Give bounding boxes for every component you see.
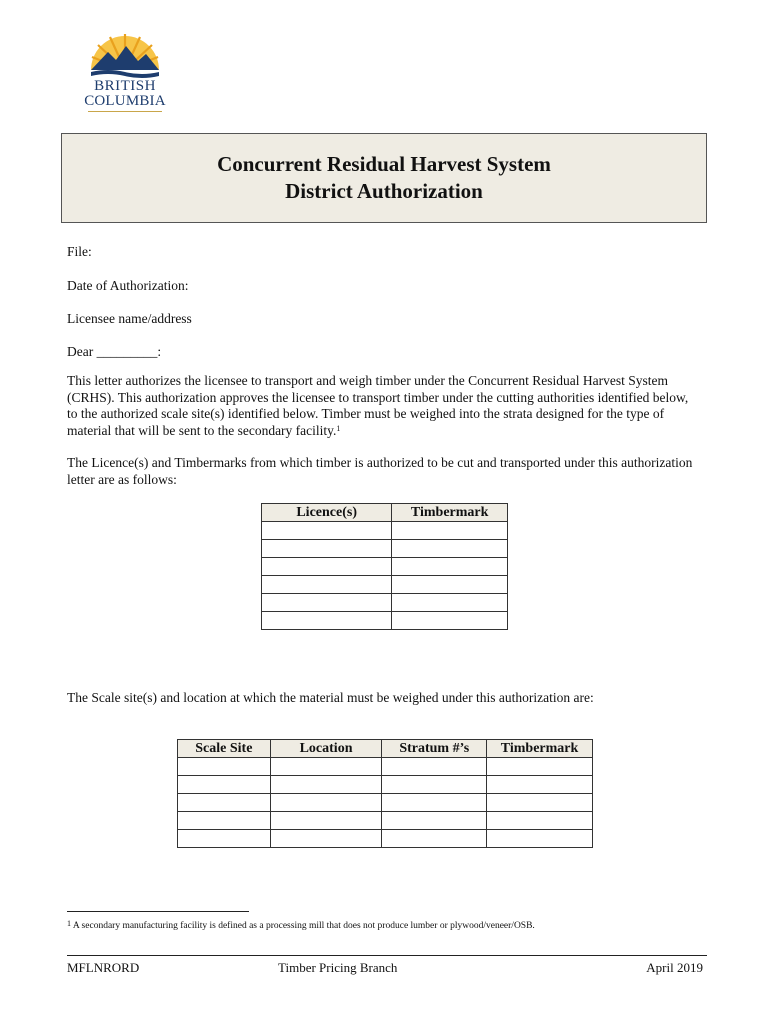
table-cell[interactable] xyxy=(392,612,508,630)
table-header-row xyxy=(178,740,593,758)
header-timbermark: Timbermark xyxy=(392,504,508,522)
table-cell[interactable] xyxy=(382,794,487,812)
table-row xyxy=(178,794,593,812)
table-row xyxy=(262,576,508,594)
table-cell[interactable] xyxy=(262,576,392,594)
footnote-text: A secondary manufacturing facility is defined as a processing mill that does not produce lumber or plywood/veneer/OSB. xyxy=(71,921,535,931)
footnote-number: 1 xyxy=(67,919,71,928)
table-cell[interactable] xyxy=(382,812,487,830)
licence-timbermark-table xyxy=(261,503,508,630)
table-row xyxy=(262,612,508,630)
scale-site-table xyxy=(177,739,593,848)
logo-text-british: BRITISH xyxy=(94,78,156,94)
table-cell[interactable] xyxy=(392,594,508,612)
title-box xyxy=(61,133,707,223)
table-cell[interactable] xyxy=(392,576,508,594)
table-cell[interactable] xyxy=(382,758,487,776)
table-cell[interactable] xyxy=(178,776,271,794)
field-date: Date of Authorization: xyxy=(67,278,189,293)
table-cell[interactable] xyxy=(392,540,508,558)
table-cell[interactable] xyxy=(262,594,392,612)
paragraph-authorization xyxy=(67,373,697,439)
table-cell[interactable] xyxy=(270,776,382,794)
title-line2: District Authorization xyxy=(285,179,483,203)
footer-center: Timber Pricing Branch xyxy=(278,960,398,975)
footer-rule xyxy=(67,955,707,956)
bc-sun-mountain-icon xyxy=(80,28,170,78)
header-location: Location xyxy=(270,740,382,758)
table-cell[interactable] xyxy=(178,812,271,830)
table-cell[interactable] xyxy=(382,830,487,848)
table-cell[interactable] xyxy=(487,776,593,794)
table-cell[interactable] xyxy=(487,812,593,830)
table-cell[interactable] xyxy=(382,776,487,794)
table-cell[interactable] xyxy=(178,794,271,812)
table-row xyxy=(178,830,593,848)
table-cell[interactable] xyxy=(262,540,392,558)
table-row xyxy=(262,522,508,540)
field-file: File: xyxy=(67,244,92,259)
footer-right: April 2019 xyxy=(646,960,703,975)
table-cell[interactable] xyxy=(487,794,593,812)
footnote-rule xyxy=(67,911,249,912)
field-dear: Dear _________: xyxy=(67,344,162,359)
paragraph-scale-sites: The Scale site(s) and location at which the material must be weighed under this authorization are: xyxy=(67,690,594,705)
table-cell[interactable] xyxy=(262,558,392,576)
table-row xyxy=(262,594,508,612)
title-line1: Concurrent Residual Harvest System xyxy=(217,152,551,176)
header-licences: Licence(s) xyxy=(262,504,392,522)
field-licensee: Licensee name/address xyxy=(67,311,192,326)
logo-text-columbia: COLUMBIA xyxy=(84,93,166,109)
header-stratum: Stratum #’s xyxy=(382,740,487,758)
table-cell[interactable] xyxy=(270,830,382,848)
table-row xyxy=(262,558,508,576)
table-cell[interactable] xyxy=(178,830,271,848)
table-row xyxy=(178,812,593,830)
table-cell[interactable] xyxy=(392,522,508,540)
table-cell[interactable] xyxy=(262,522,392,540)
table-row xyxy=(178,758,593,776)
footer-left: MFLNRORD xyxy=(67,960,140,975)
table-cell[interactable] xyxy=(270,758,382,776)
logo-rule xyxy=(88,111,162,112)
bc-logo xyxy=(80,28,170,114)
table-header-row xyxy=(262,504,508,522)
table-row xyxy=(178,776,593,794)
table-cell[interactable] xyxy=(262,612,392,630)
table-cell[interactable] xyxy=(178,758,271,776)
header-scale-site: Scale Site xyxy=(178,740,271,758)
table-cell[interactable] xyxy=(270,812,382,830)
table-row xyxy=(262,540,508,558)
paragraph-authorization-text: This letter authorizes the licensee to transport and weigh timber under the Concurrent Residual Harvest System (CRHS). This authorization approves the licensee to transport timber under the cutting authorities identified below, to the authorized scale site(s) identified below. Timber must be weighed into the strata designed for the type of material that will be sent to the secondary facility. xyxy=(67,373,689,438)
footnote xyxy=(67,920,535,932)
table-cell[interactable] xyxy=(270,794,382,812)
table-cell[interactable] xyxy=(487,758,593,776)
paragraph-licences: The Licence(s) and Timbermarks from which timber is authorized to be cut and transported under this authorization letter are as follows: xyxy=(67,455,693,487)
footnote-mark: 1 xyxy=(336,423,341,433)
table-cell[interactable] xyxy=(392,558,508,576)
header-timbermark: Timbermark xyxy=(487,740,593,758)
table-cell[interactable] xyxy=(487,830,593,848)
